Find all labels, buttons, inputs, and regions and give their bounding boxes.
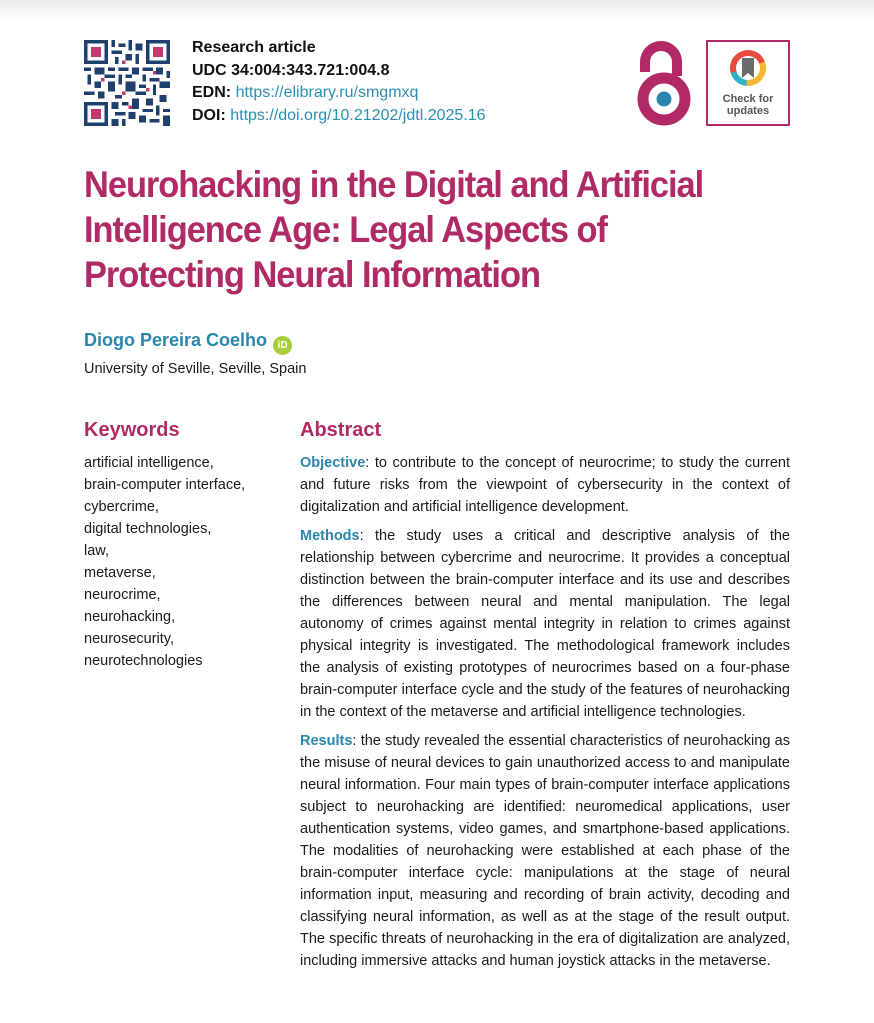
results-text: : the study revealed the essential characteristics of neurohacking as the misuse of neural devices to gain unauthorized access to and manipulate neural information. Four main types of brain-computer interface applications subject to neurohacking are identified: neuromedical applications, user authentication systems, video games, and smartphone-based applications. The modalities of neurohacking were established at each phase of the brain-computer interface cycle: manipulations at the stage of neural information input, measuring and recording of brain activity, decoding and classifying neural information, as well as at the stage of the result output. The specific threats of neurohacking in the era of digitalization are analyzed, including immersive attacks and human joystick attacks in the metaverse. bbox=[300, 733, 790, 969]
check-for-updates-badge[interactable] bbox=[706, 40, 790, 126]
methods-text: : the study uses a critical and descriptive analysis of the relationship between cybercrime and neurocrime. It provides a conceptual distinction between the brain-computer interface and its use and describes the differences between neural and mental manipulation. The legal autonomy of crimes against mental integrity in relation to crimes against physical integrity is investigated. The methodological framework includes the analysis of existing prototypes of neurocrimes based on a four-phase brain-computer interface cycle and the study of the features of neurohacking in the context of the metaverse and artificial intelligence technologies. bbox=[300, 528, 790, 720]
results-label: Results bbox=[300, 733, 353, 749]
badge-line-2: updates bbox=[726, 104, 770, 117]
keywords-list bbox=[84, 452, 245, 672]
abstract-heading: Abstract bbox=[300, 419, 382, 441]
qr-code-icon[interactable] bbox=[84, 40, 170, 126]
keyword-item: digital technologies, bbox=[84, 521, 212, 537]
keyword-item: brain-computer interface, bbox=[84, 477, 246, 493]
keyword-item: metaverse, bbox=[84, 565, 156, 581]
keyword-item: law, bbox=[84, 543, 109, 559]
edn-link[interactable]: https://elibrary.ru/smgmxq bbox=[235, 84, 419, 101]
page-top-shadow bbox=[0, 0, 874, 20]
doi-label: DOI: bbox=[192, 106, 226, 124]
author-block bbox=[84, 330, 292, 355]
article-type: Research article bbox=[192, 39, 316, 56]
keyword-item: artificial intelligence, bbox=[84, 455, 214, 471]
abstract-objective bbox=[300, 452, 790, 518]
keyword-item: neurosecurity, bbox=[84, 631, 174, 647]
check-for-updates-label bbox=[708, 94, 788, 117]
open-access-icon bbox=[636, 40, 692, 126]
orcid-icon[interactable]: iD bbox=[273, 336, 292, 355]
keyword-item: cybercrime, bbox=[84, 499, 159, 515]
keyword-item: neurohacking, bbox=[84, 609, 176, 625]
keyword-item: neurocrime, bbox=[84, 587, 161, 603]
abstract-body bbox=[300, 452, 790, 979]
article-metadata bbox=[192, 37, 486, 127]
abstract-results bbox=[300, 730, 790, 972]
article-title: Neurohacking in the Digital and Artificial Intelligence Age: Legal Aspects of Protecting Neural Information bbox=[84, 164, 704, 295]
keyword-item: neurotechnologies bbox=[84, 653, 203, 669]
doi-link[interactable]: https://doi.org/10.21202/jdtl.2025.16 bbox=[230, 106, 486, 124]
udc-code: UDC 34:004:343.721:004.8 bbox=[192, 61, 390, 79]
author-name[interactable]: Diogo Pereira Coelho bbox=[84, 330, 268, 350]
edn-label: EDN: bbox=[192, 84, 232, 101]
methods-label: Methods bbox=[300, 528, 360, 544]
abstract-methods bbox=[300, 525, 790, 723]
badge-line-1: Check for bbox=[722, 93, 774, 105]
objective-label: Objective bbox=[300, 455, 366, 471]
objective-text: : to contribute to the concept of neurocrime; to study the current and future risks from the viewpoint of cybersecurity in the context of digitalization and artificial intelligence development. bbox=[300, 455, 790, 515]
bookmark-ring-icon bbox=[729, 49, 767, 91]
keywords-heading: Keywords bbox=[84, 419, 180, 441]
author-affiliation: University of Seville, Seville, Spain bbox=[84, 361, 307, 377]
